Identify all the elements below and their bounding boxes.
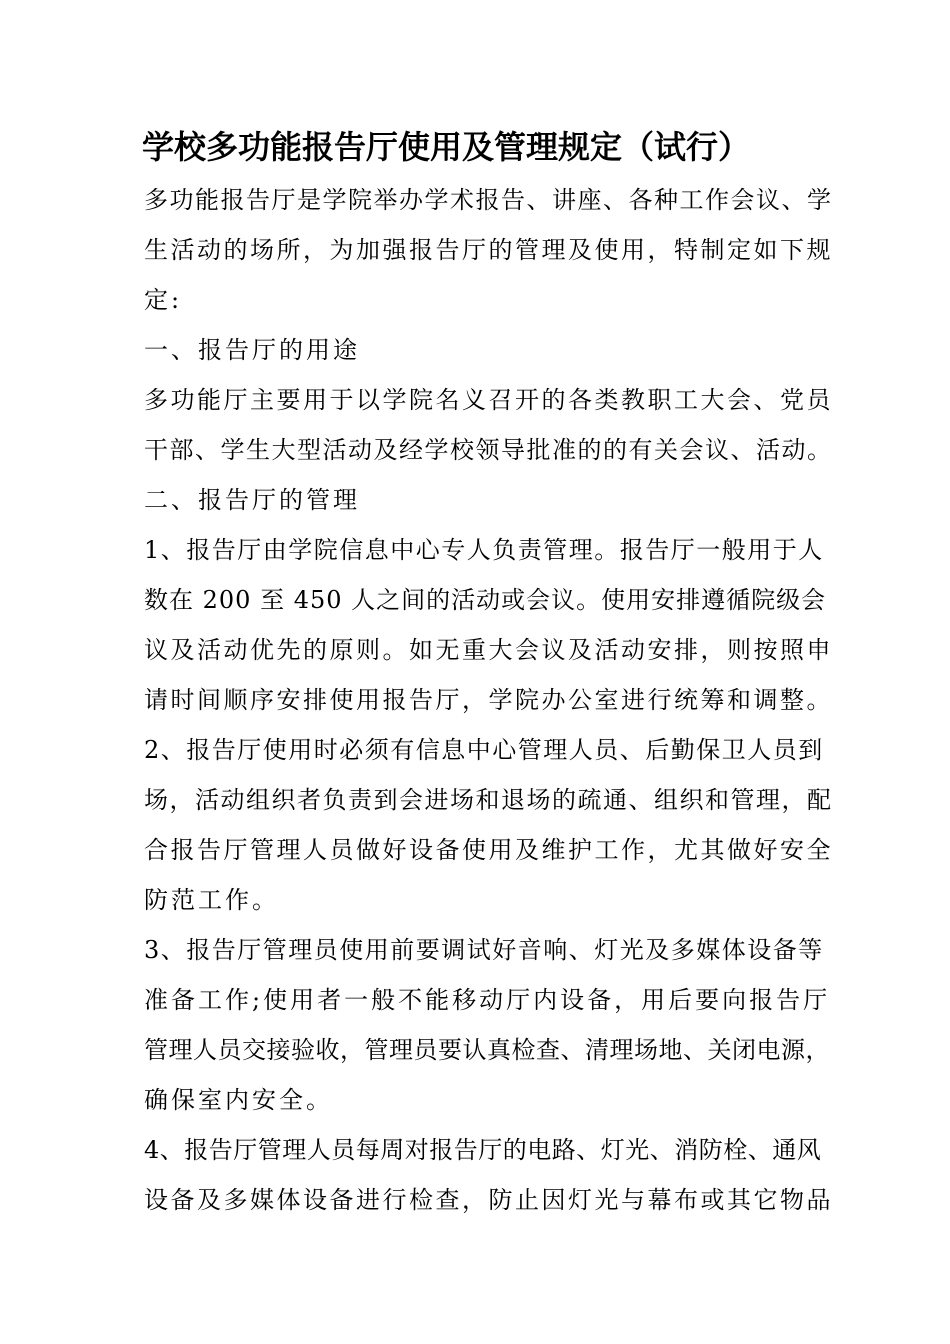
paragraph-line: 1、报告厅由学院信息中心专人负责管理。报告厅一般用于人 bbox=[144, 536, 824, 564]
paragraph-line: 议及活动优先的原则。如无重大会议及活动安排，则按照申 bbox=[144, 636, 833, 664]
paragraph-line: 多功能厅主要用于以学院名义召开的各类教职工大会、党员 bbox=[144, 386, 833, 414]
paragraph-line: 确保室内安全。 bbox=[144, 1086, 333, 1114]
section-heading: 二、报告厅的管理 bbox=[144, 486, 360, 514]
paragraph-line: 设备及多媒体设备进行检查，防止因灯光与幕布或其它物品 bbox=[144, 1186, 833, 1214]
paragraph-line: 生活动的场所，为加强报告厅的管理及使用，特制定如下规 bbox=[144, 236, 833, 264]
section-heading: 一、报告厅的用途 bbox=[144, 336, 360, 364]
document-title: 学校多功能报告厅使用及管理规定（试行） bbox=[142, 128, 751, 166]
paragraph-line: 2、报告厅使用时必须有信息中心管理人员、后勤保卫人员到 bbox=[144, 736, 824, 764]
paragraph-line: 准备工作;使用者一般不能移动厅内设备，用后要向报告厅 bbox=[144, 986, 831, 1014]
paragraph-line: 定: bbox=[144, 286, 183, 314]
document-body bbox=[144, 175, 833, 1225]
paragraph-line: 请时间顺序安排使用报告厅，学院办公室进行统筹和调整。 bbox=[144, 686, 833, 714]
paragraph-line: 数在 200 至 450 人之间的活动或会议。使用安排遵循院级会 bbox=[144, 586, 827, 614]
paragraph-line: 场，活动组织者负责到会进场和退场的疏通、组织和管理，配 bbox=[144, 786, 833, 814]
paragraph-line: 防范工作。 bbox=[144, 886, 279, 914]
paragraph-line: 合报告厅管理人员做好设备使用及维护工作，尤其做好安全 bbox=[144, 836, 833, 864]
paragraph-line: 4、报告厅管理人员每周对报告厅的电路、灯光、消防栓、通风 bbox=[144, 1136, 822, 1164]
paragraph-line: 干部、学生大型活动及经学校领导批准的的有关会议、活动。 bbox=[144, 436, 833, 464]
paragraph-line: 管理人员交接验收，管理员要认真检查、清理场地、关闭电源， bbox=[144, 1036, 830, 1064]
paragraph-line: 3、报告厅管理员使用前要调试好音响、灯光及多媒体设备等 bbox=[144, 936, 824, 964]
paragraph-line: 多功能报告厅是学院举办学术报告、讲座、各种工作会议、学 bbox=[144, 186, 833, 214]
